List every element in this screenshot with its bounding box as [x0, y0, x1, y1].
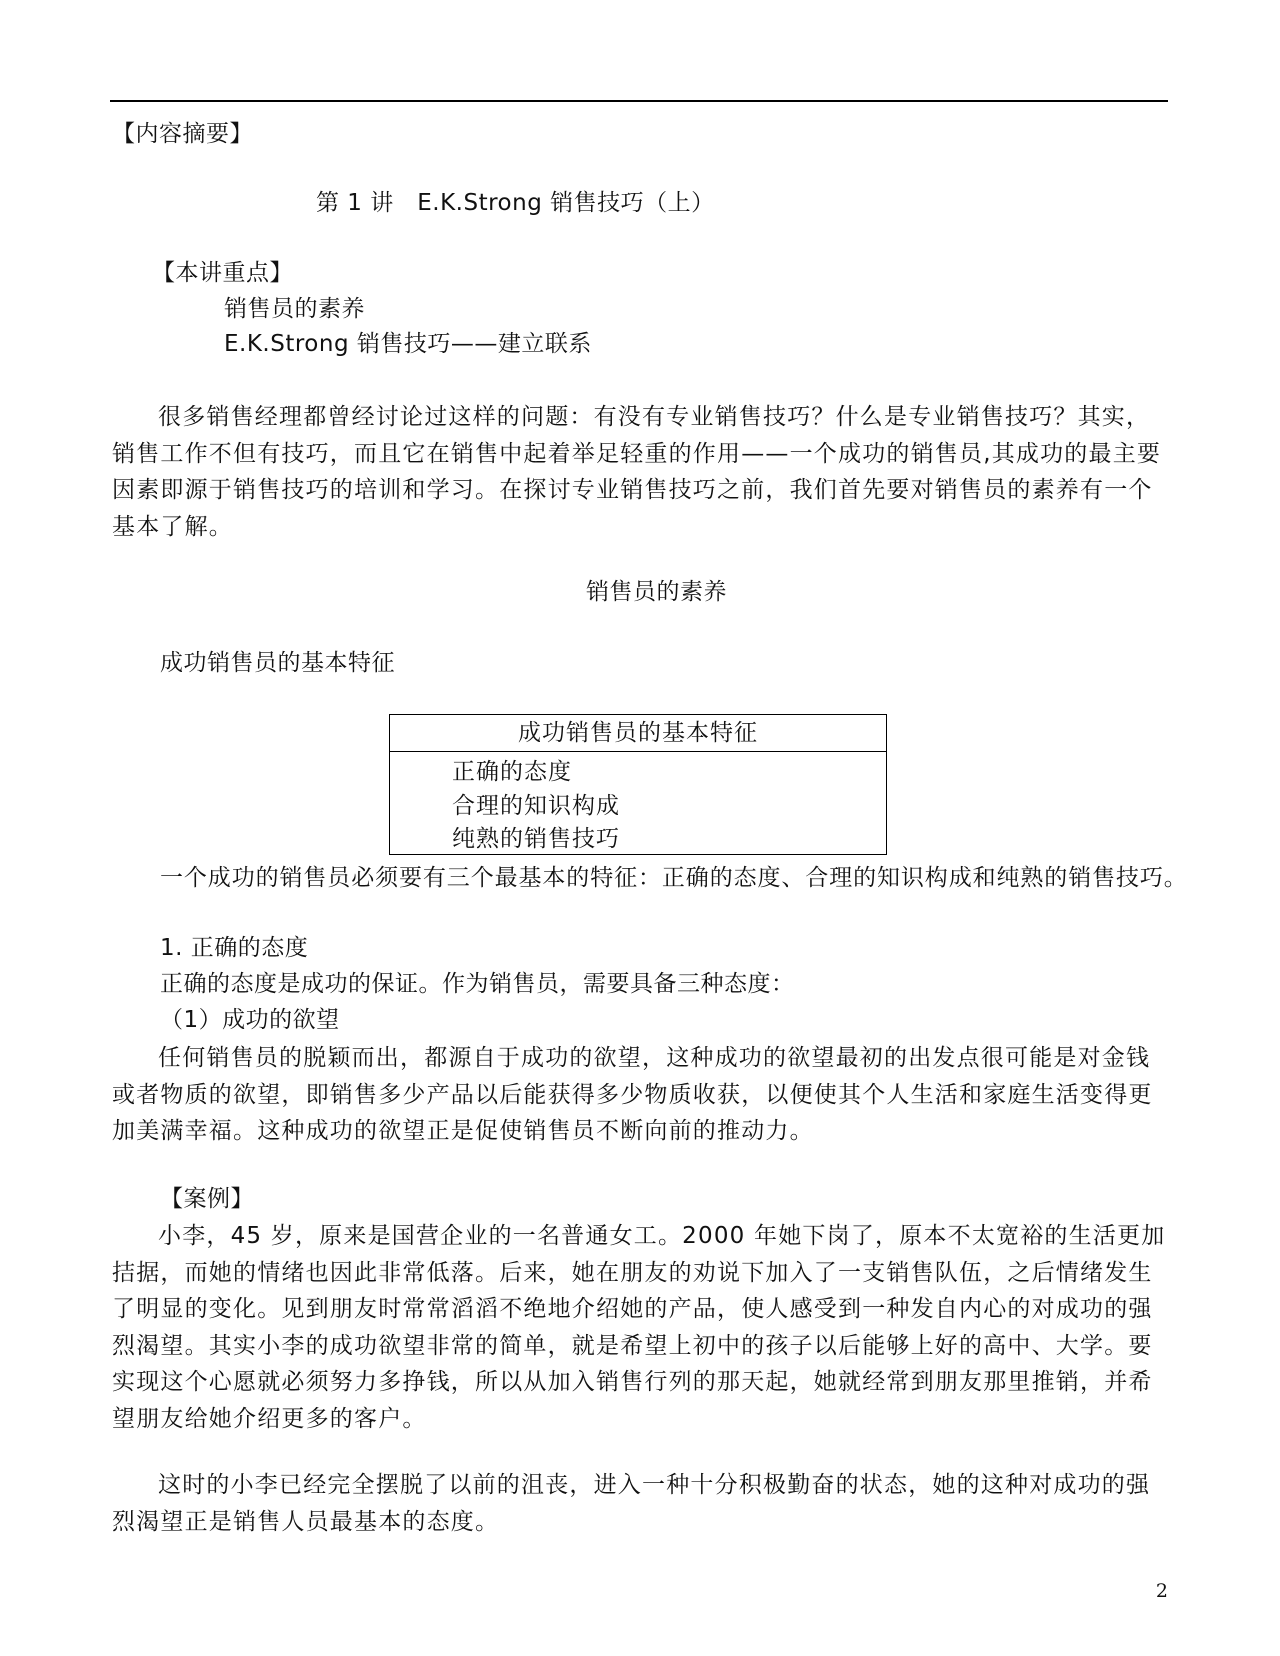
key-point-item: E.K.Strong 销售技巧——建立联系 [224, 331, 592, 357]
key-points-heading: 【本讲重点】 [152, 260, 293, 286]
feature-table-item: 正确的态度 [452, 759, 572, 785]
page-number: 2 [1155, 1580, 1168, 1602]
subsection-heading: 成功销售员的基本特征 [160, 650, 395, 676]
case-heading: 【案例】 [160, 1186, 254, 1212]
point1-intro: 正确的态度是成功的保证。作为销售员，需要具备三种态度： [160, 971, 795, 997]
summary-heading: 【内容摘要】 [112, 121, 253, 147]
feature-table-item: 纯熟的销售技巧 [452, 826, 620, 852]
case-paragraph: 小李，45 岁，原来是国营企业的一名普通女工。2000 年她下岗了，原本不太宽裕的生活更加拮据，而她的情绪也因此非常低落。后来，她在朋友的劝说下加入了一支销售队伍，之后情绪发生了明显的变化。见到朋友时常常滔滔不绝地介绍她的产品，使人感受到一种发自内心的对成功的强烈渴望。其实小李的成功欲望非常的简单，就是希望上初中的孩子以后能够上好的高中、大学。要实现这个心愿就必须努力多挣钱，所以从加入销售行列的那天起，她就经常到朋友那里推销，并希望朋友给她介绍更多的客户。 [112, 1223, 1166, 1432]
feature-summary: 一个成功的销售员必须要有三个最基本的特征：正确的态度、合理的知识构成和纯熟的销售技巧。 [160, 865, 1188, 891]
point1-heading: 1. 正确的态度 [160, 935, 309, 961]
case-paragraph: 这时的小李已经完全摆脱了以前的沮丧，进入一种十分积极勤奋的状态，她的这种对成功的强烈渴望正是销售人员最基本的态度。 [112, 1472, 1151, 1535]
header-rule [110, 100, 1168, 102]
key-point-item: 销售员的素养 [224, 296, 365, 322]
lecture-title: 第 1 讲 E.K.Strong 销售技巧（上） [316, 190, 715, 216]
intro-paragraph: 很多销售经理都曾经讨论过这样的问题：有没有专业销售技巧？什么是专业销售技巧？其实，销售工作不但有技巧，而且它在销售中起着举足轻重的作用——一个成功的销售员,其成功的最主要因素即源于销售技巧的培训和学习。在探讨专业销售技巧之前，我们首先要对销售员的素养有一个基本了解。 [112, 404, 1162, 540]
point1-paragraph: 任何销售员的脱颖而出，都源自于成功的欲望，这种成功的欲望最初的出发点很可能是对金钱或者物质的欲望，即销售多少产品以后能获得多少物质收获，以便使其个人生活和家庭生活变得更加美满幸福。这种成功的欲望正是促使销售员不断向前的推动力。 [112, 1045, 1153, 1144]
feature-table-item: 合理的知识构成 [452, 793, 620, 819]
section-title: 销售员的素养 [586, 579, 727, 605]
feature-table [389, 714, 887, 855]
feature-table-header: 成功销售员的基本特征 [390, 715, 886, 752]
point1-sub-heading: （1）成功的欲望 [160, 1007, 340, 1033]
